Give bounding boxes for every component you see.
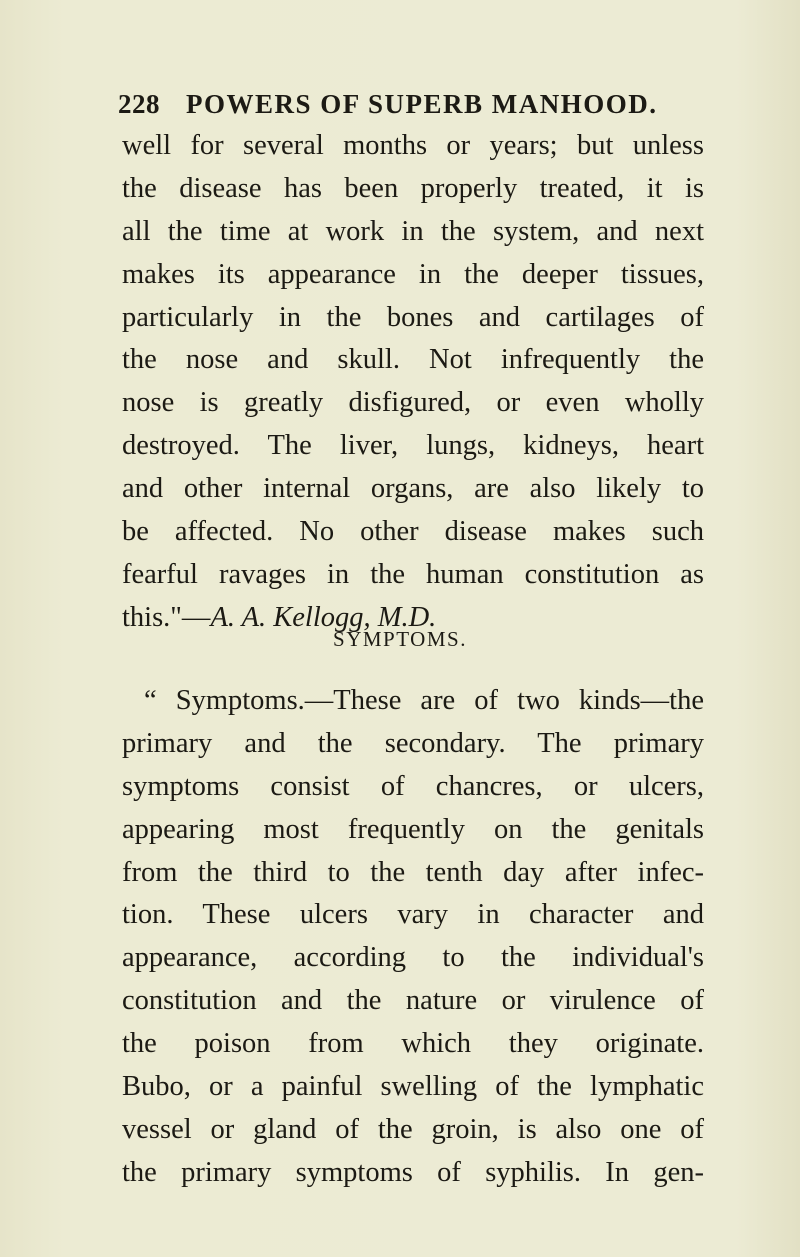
text-line: particularly in the bones and cartilages of — [122, 301, 704, 333]
text-line: the disease has been properly treated, it is — [122, 172, 704, 204]
text-line: makes its appearance in the deeper tissues, — [122, 258, 704, 290]
text-line: nose is greatly disfigured, or even wholly — [122, 387, 704, 419]
text-line: be affected. No other disease makes such — [122, 516, 704, 548]
paragraph-continuation — [122, 125, 704, 640]
text-line: from the third to the tenth day after infec- — [122, 856, 704, 888]
text-line: destroyed. The liver, lungs, kidneys, heart — [122, 430, 704, 462]
page-number: 228 — [118, 89, 160, 119]
section-heading: SYMPTOMS. — [333, 627, 467, 651]
text-line: all the time at work in the system, and next — [122, 215, 704, 247]
running-head — [118, 88, 718, 120]
text-line: fearful ravages in the human constitution as — [122, 558, 704, 590]
text-line: tion. These ulcers vary in character and — [122, 899, 704, 931]
text-line: Bubo, or a painful swelling of the lymphatic — [122, 1071, 704, 1103]
text-line: appearing most frequently on the genitals — [122, 813, 704, 845]
text-line: the nose and skull. Not infrequently the — [122, 344, 704, 376]
text-line: constitution and the nature or virulence of — [122, 985, 704, 1017]
text-line: the primary symptoms of syphilis. In gen- — [122, 1156, 704, 1188]
text-line: vessel or gland of the groin, is also one of — [122, 1113, 704, 1145]
text-line: well for several months or years; but unless — [122, 130, 704, 161]
text-line: appearance, according to the individual's — [122, 942, 704, 974]
attribution: A. A. Kellogg, M.D. — [210, 601, 437, 633]
closing-text: this."— — [122, 601, 211, 633]
running-head-title: POWERS OF SUPERB MANHOOD. — [186, 89, 658, 119]
text-line: symptoms consist of chancres, or ulcers, — [122, 770, 704, 802]
text-line: and other internal organs, are also likely to — [122, 473, 704, 505]
text-line: primary and the secondary. The primary — [122, 727, 704, 759]
text-line: “ Symptoms.—These are of two kinds—the — [144, 685, 704, 716]
paragraph-symptoms — [122, 680, 704, 1195]
text-line: the poison from which they originate. — [122, 1028, 704, 1060]
